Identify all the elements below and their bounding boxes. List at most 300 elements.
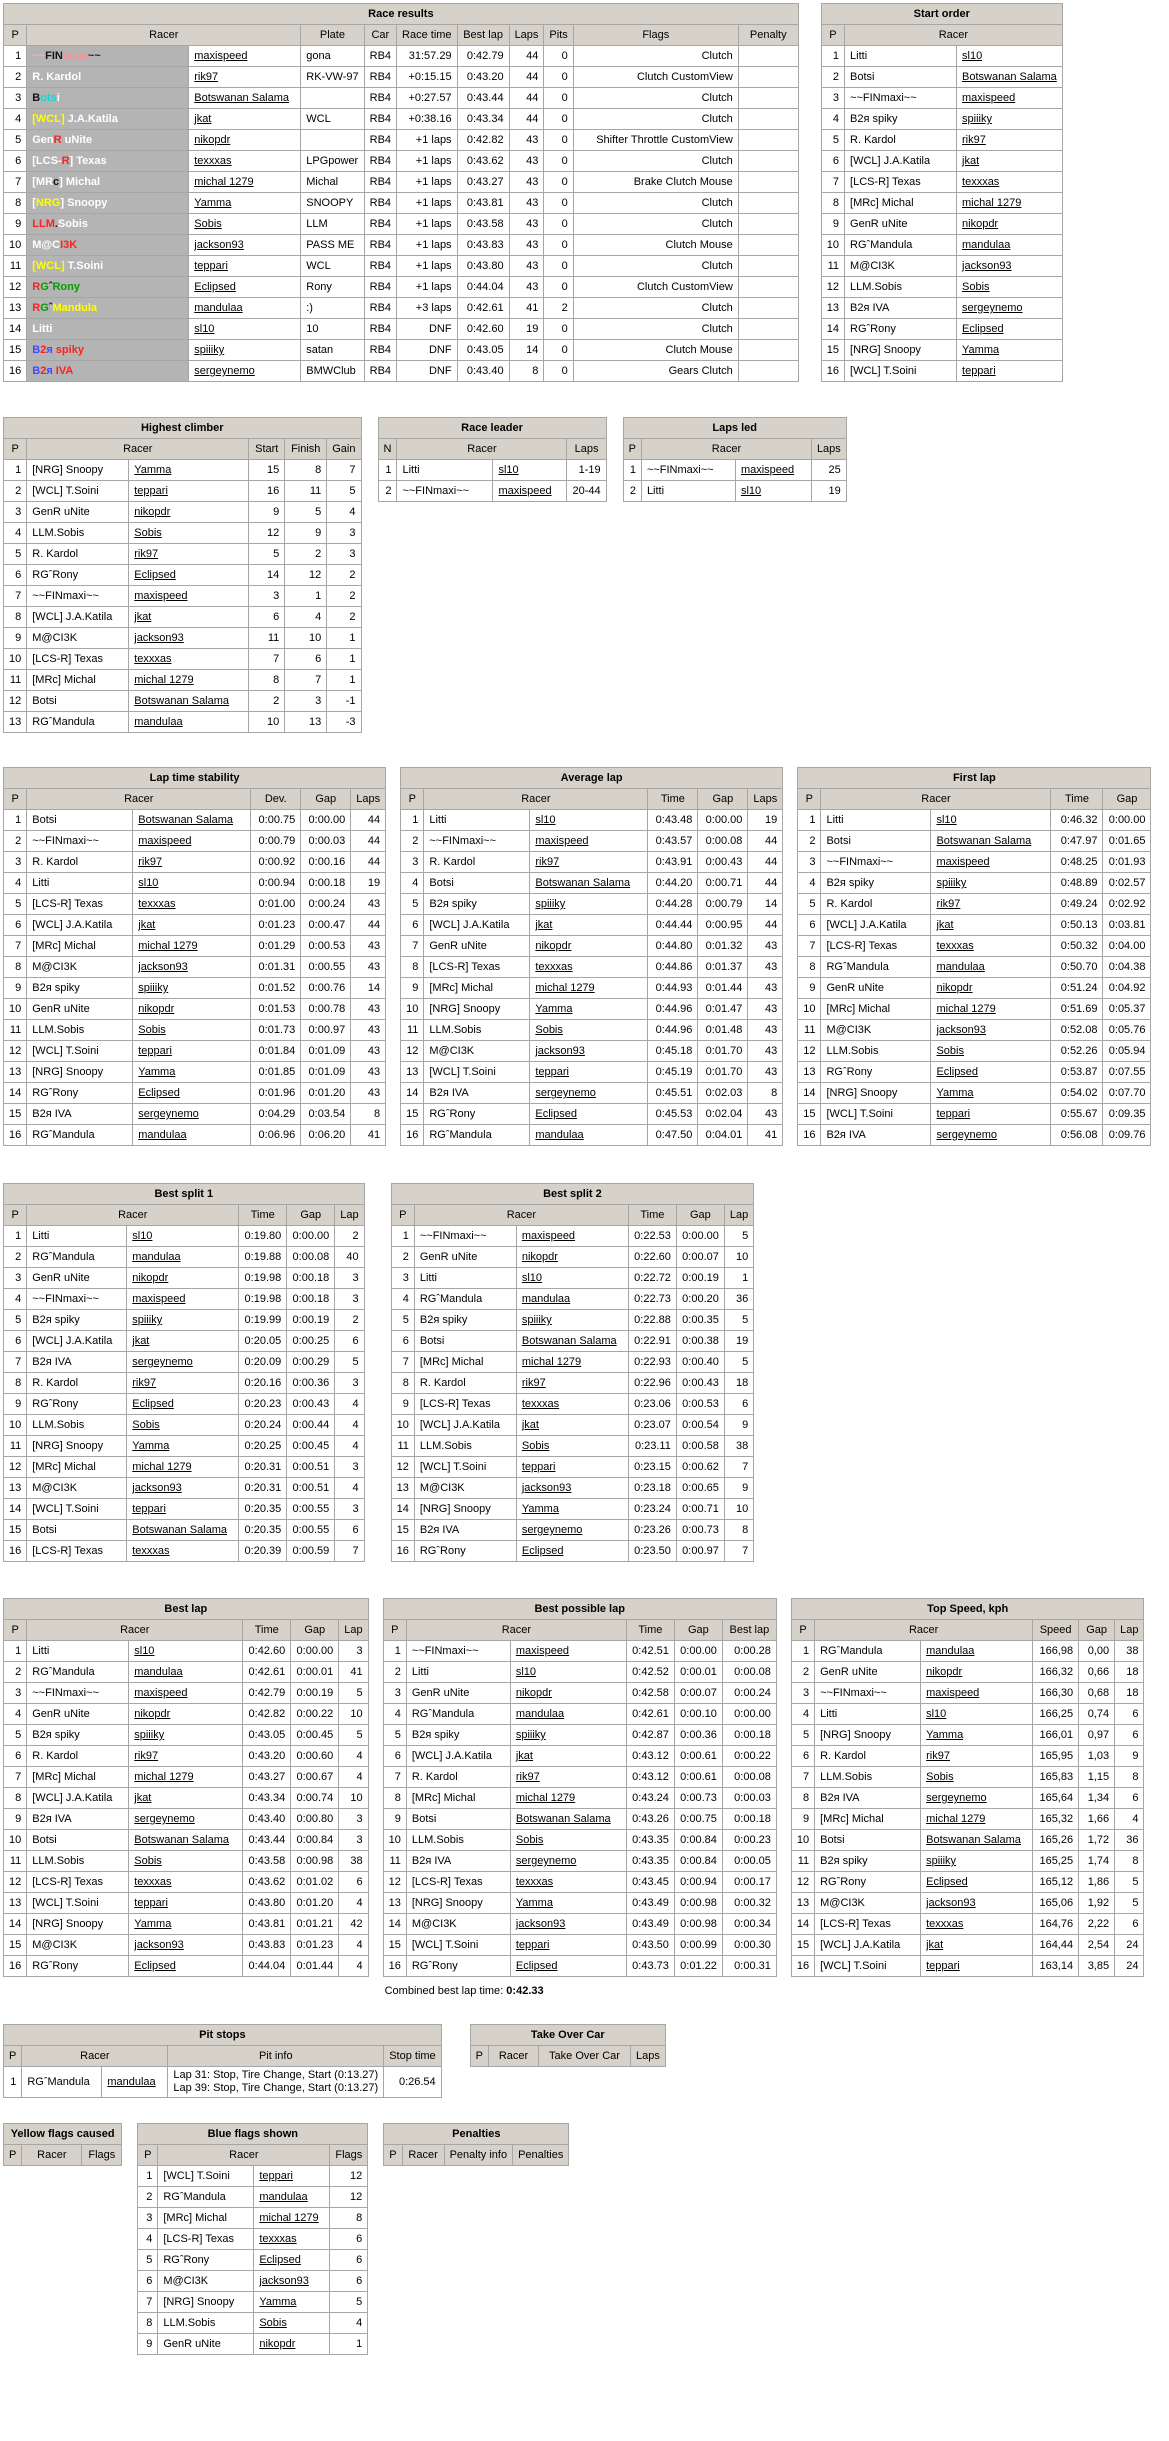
- racer-link[interactable]: spiiiky: [521, 1314, 552, 1326]
- table-cell: [738, 88, 798, 109]
- racer-link[interactable]: sergeynemo: [521, 1524, 583, 1536]
- racer-link[interactable]: nikopdr: [936, 982, 973, 994]
- table-row: [791, 1872, 1144, 1893]
- racer-link[interactable]: Eclipsed: [138, 1087, 180, 1099]
- racer-link[interactable]: Sobis: [962, 281, 990, 293]
- table-row: [4, 340, 799, 361]
- table-row: [4, 1872, 369, 1893]
- table-cell: 0:01.22: [674, 1956, 722, 1977]
- name-color-segment: .: [54, 218, 58, 230]
- racer-username-cell: [957, 151, 1063, 172]
- racer-link[interactable]: Yamma: [259, 2296, 297, 2308]
- racer-link[interactable]: maxispeed: [521, 1230, 576, 1242]
- table-cell: 5: [391, 1310, 414, 1331]
- racer-link[interactable]: jackson93: [936, 1024, 987, 1036]
- take-over-car: [470, 2024, 666, 2067]
- racer-link[interactable]: rik97: [515, 1771, 540, 1783]
- racer-link[interactable]: Sobis: [138, 1024, 166, 1036]
- highest-climber: [3, 417, 362, 733]
- race-leader-table: [378, 417, 607, 502]
- table-cell: 8: [383, 1788, 406, 1809]
- racer-link[interactable]: sl10: [498, 464, 519, 476]
- racer-link[interactable]: Eclipsed: [194, 281, 236, 293]
- table-row: [401, 831, 783, 852]
- table-cell: 2: [798, 831, 821, 852]
- racer-link[interactable]: michal 1279: [134, 1771, 194, 1783]
- racer-link[interactable]: michal 1279: [936, 1003, 996, 1015]
- table-cell: 8: [285, 460, 327, 481]
- table-cell: 0:07.70: [1103, 1083, 1151, 1104]
- racer-link[interactable]: Botswanan Salama: [535, 877, 631, 889]
- racer-link[interactable]: teppari: [962, 365, 996, 377]
- racer-link[interactable]: jackson93: [259, 2275, 309, 2287]
- racer-link[interactable]: Eclipsed: [132, 1398, 174, 1410]
- racer-link[interactable]: maxispeed: [740, 464, 795, 476]
- racer-link[interactable]: michal 1279: [521, 1356, 582, 1368]
- racer-link[interactable]: Botswanan Salama: [521, 1335, 617, 1347]
- racer-link[interactable]: Botswanan Salama: [962, 71, 1057, 83]
- racer-link[interactable]: Yamma: [515, 1897, 553, 1909]
- racer-username-cell: [127, 1226, 239, 1247]
- combined-best-lap-label: Combined best lap time:: [384, 1985, 504, 1997]
- racer-link[interactable]: Eclipsed: [259, 2254, 301, 2266]
- racer-link[interactable]: spiiiky: [194, 344, 225, 356]
- racer-link[interactable]: Yamma: [134, 1918, 172, 1930]
- racer-link[interactable]: nikopdr: [259, 2338, 296, 2350]
- racer-link[interactable]: nikopdr: [515, 1687, 552, 1699]
- table-cell: WCL: [301, 109, 364, 130]
- table-row: [401, 1020, 783, 1041]
- table-cell: 0:00.07: [674, 1683, 722, 1704]
- racer-link[interactable]: Yamma: [134, 464, 172, 476]
- racer-username-cell: [510, 1893, 626, 1914]
- racer-link[interactable]: mandulaa: [962, 239, 1011, 251]
- table-row: [4, 1746, 369, 1767]
- racer-link[interactable]: Sobis: [134, 527, 162, 539]
- racer-link[interactable]: maxispeed: [926, 1687, 980, 1699]
- racer-link[interactable]: Botswanan Salama: [936, 835, 1032, 847]
- table-row: [401, 873, 783, 894]
- racer-link[interactable]: teppari: [194, 260, 228, 272]
- table-cell: 0:43.35: [626, 1851, 674, 1872]
- racer-link[interactable]: mandulaa: [259, 2191, 308, 2203]
- table-cell: 5: [821, 130, 844, 151]
- racer-link[interactable]: sl10: [535, 814, 556, 826]
- racer-link[interactable]: sl10: [194, 323, 215, 335]
- racer-link[interactable]: spiiiky: [936, 877, 967, 889]
- table-cell: GenR uNite: [158, 2334, 254, 2355]
- racer-link[interactable]: nikopdr: [138, 1003, 175, 1015]
- racer-username-cell: [133, 894, 251, 915]
- racer-link[interactable]: maxispeed: [134, 1687, 188, 1699]
- racer-link[interactable]: maxispeed: [132, 1293, 186, 1305]
- table-cell: 9: [391, 1394, 414, 1415]
- racer-link[interactable]: rik97: [926, 1750, 950, 1762]
- table-row: [378, 460, 606, 481]
- racer-link[interactable]: Botswanan Salama: [138, 814, 234, 826]
- racer-link[interactable]: mandulaa: [515, 1708, 565, 1720]
- table-cell: 0:20.25: [239, 1436, 287, 1457]
- racer-colored-name: [27, 277, 189, 298]
- racer-link[interactable]: maxispeed: [498, 485, 552, 497]
- racer-link[interactable]: sergeynemo: [194, 365, 255, 377]
- table-cell: 41: [748, 1125, 783, 1146]
- racer-link[interactable]: jkat: [962, 155, 980, 167]
- racer-link[interactable]: Sobis: [515, 1834, 544, 1846]
- racer-link[interactable]: Sobis: [936, 1045, 964, 1057]
- racer-link[interactable]: Yamma: [962, 344, 1000, 356]
- racer-link[interactable]: maxispeed: [134, 590, 188, 602]
- racer-link[interactable]: mandulaa: [926, 1645, 975, 1657]
- racer-link[interactable]: jackson93: [134, 1939, 184, 1951]
- racer-link[interactable]: jkat: [194, 113, 212, 125]
- column-header: Laps: [567, 439, 606, 460]
- racer-link[interactable]: jackson93: [194, 239, 244, 251]
- racer-link[interactable]: Sobis: [194, 218, 222, 230]
- table-cell: B2ᴙ spiky: [845, 109, 957, 130]
- name-color-segment: i: [56, 92, 60, 104]
- racer-link[interactable]: Eclipsed: [515, 1960, 558, 1972]
- racer-link[interactable]: Sobis: [259, 2317, 287, 2329]
- racer-link[interactable]: michal 1279: [194, 176, 254, 188]
- racer-link[interactable]: mandulaa: [194, 302, 243, 314]
- table-cell: [WCL] T.Soini: [821, 1104, 931, 1125]
- racer-link[interactable]: maxispeed: [962, 92, 1016, 104]
- racer-link[interactable]: rik97: [138, 856, 163, 868]
- racer-link[interactable]: Sobis: [535, 1024, 563, 1036]
- racer-link[interactable]: mandulaa: [535, 1129, 584, 1141]
- table-cell: 0:00.61: [674, 1746, 722, 1767]
- table-cell: ~~FINmaxi~~: [27, 831, 133, 852]
- racer-link[interactable]: Yamma: [194, 197, 232, 209]
- racer-link[interactable]: Yamma: [138, 1066, 176, 1078]
- racer-link[interactable]: rik97: [134, 548, 159, 560]
- racer-link[interactable]: sl10: [138, 877, 159, 889]
- racer-link[interactable]: rik97: [194, 71, 219, 83]
- racer-link[interactable]: nikopdr: [134, 506, 171, 518]
- racer-link[interactable]: michal 1279: [535, 982, 595, 994]
- racer-username-cell: [189, 67, 301, 88]
- racer-link[interactable]: spiiiky: [132, 1314, 163, 1326]
- racer-link[interactable]: teppari: [936, 1108, 971, 1120]
- racer-link[interactable]: sl10: [740, 485, 762, 497]
- table-cell: 6: [383, 1746, 406, 1767]
- racer-link[interactable]: teppari: [535, 1066, 569, 1078]
- table-cell: LLM.Sobis: [821, 1041, 931, 1062]
- racer-link[interactable]: spiiiky: [535, 898, 566, 910]
- table-cell: ~~FINmaxi~~: [821, 852, 931, 873]
- racer-username-cell: [189, 172, 301, 193]
- racer-link[interactable]: nikopdr: [962, 218, 999, 230]
- racer-link[interactable]: mandulaa: [132, 1251, 181, 1263]
- table-cell: [738, 172, 798, 193]
- racer-link[interactable]: jkat: [926, 1939, 944, 1951]
- racer-link[interactable]: maxispeed: [194, 50, 248, 62]
- racer-link[interactable]: sergeynemo: [936, 1129, 998, 1141]
- racer-link[interactable]: Eclipsed: [962, 323, 1004, 335]
- table-cell: 38: [339, 1851, 368, 1872]
- table-cell: LLM: [301, 214, 364, 235]
- table-cell: 5: [383, 1725, 406, 1746]
- racer-link[interactable]: jkat: [521, 1419, 539, 1431]
- racer-link[interactable]: sergeynemo: [138, 1108, 199, 1120]
- racer-link[interactable]: texxxas: [936, 940, 974, 952]
- table-cell: Litti: [27, 1641, 129, 1662]
- racer-link[interactable]: texxxas: [521, 1398, 560, 1410]
- table-cell: 8: [4, 957, 27, 978]
- table-cell: RGˆRony: [424, 1104, 530, 1125]
- penalties-table: [383, 2123, 569, 2166]
- racer-link[interactable]: jkat: [138, 919, 156, 931]
- racer-link[interactable]: sl10: [962, 50, 983, 62]
- racer-link[interactable]: texxxas: [535, 961, 573, 973]
- racer-link[interactable]: teppari: [259, 2170, 293, 2182]
- racer-link[interactable]: rik97: [535, 856, 560, 868]
- table-cell: 1: [798, 810, 821, 831]
- racer-link[interactable]: nikopdr: [535, 940, 572, 952]
- racer-link[interactable]: spiiiky: [134, 1729, 165, 1741]
- racer-link[interactable]: jkat: [936, 919, 954, 931]
- column-header: Racer: [27, 1620, 243, 1641]
- racer-link[interactable]: sl10: [936, 814, 957, 826]
- table-cell: 0:00.55: [301, 957, 351, 978]
- table-cell: 0:00.22: [291, 1704, 339, 1725]
- racer-link[interactable]: michal 1279: [962, 197, 1022, 209]
- racer-link[interactable]: rik97: [936, 898, 961, 910]
- racer-link[interactable]: nikopdr: [132, 1272, 169, 1284]
- racer-link[interactable]: Yamma: [521, 1503, 559, 1515]
- racer-link[interactable]: sergeynemo: [926, 1792, 987, 1804]
- racer-link[interactable]: teppari: [515, 1939, 550, 1951]
- racer-link[interactable]: Yamma: [535, 1003, 573, 1015]
- racer-link[interactable]: sl10: [515, 1666, 537, 1678]
- table-cell: 0:23.07: [628, 1415, 676, 1436]
- table-cell: 0: [544, 130, 573, 151]
- table-cell: [NRG] Snoopy: [414, 1499, 516, 1520]
- table-cell: 0:00.00: [698, 810, 748, 831]
- racer-link[interactable]: sergeynemo: [535, 1087, 596, 1099]
- table-cell: 0:20.31: [239, 1478, 287, 1499]
- racer-link[interactable]: texxxas: [194, 155, 232, 167]
- racer-link[interactable]: Sobis: [132, 1419, 160, 1431]
- racer-link[interactable]: michal 1279: [926, 1813, 986, 1825]
- table-cell: +1 laps: [397, 151, 458, 172]
- table-cell: RB4: [364, 340, 396, 361]
- racer-link[interactable]: teppari: [132, 1503, 166, 1515]
- column-header: Racer: [27, 1205, 239, 1226]
- table-cell: 1: [724, 1268, 753, 1289]
- racer-link[interactable]: jackson93: [962, 260, 1012, 272]
- racer-link[interactable]: teppari: [134, 485, 168, 497]
- table-cell: 0:00.23: [722, 1830, 776, 1851]
- racer-link[interactable]: rik97: [521, 1377, 546, 1389]
- racer-link[interactable]: Eclipsed: [521, 1545, 564, 1557]
- racer-link[interactable]: texxxas: [926, 1918, 964, 1930]
- racer-link[interactable]: Botswanan Salama: [926, 1834, 1021, 1846]
- racer-link[interactable]: sl10: [134, 1645, 155, 1657]
- racer-link[interactable]: Botswanan Salama: [515, 1813, 611, 1825]
- racer-link[interactable]: Sobis: [134, 1855, 162, 1867]
- racer-link[interactable]: sl10: [132, 1230, 153, 1242]
- racer-link[interactable]: sl10: [926, 1708, 947, 1720]
- racer-link[interactable]: rik97: [132, 1377, 157, 1389]
- racer-link[interactable]: nikopdr: [134, 1708, 171, 1720]
- racer-link[interactable]: Botswanan Salama: [194, 92, 290, 104]
- racer-link[interactable]: spiiiky: [138, 982, 169, 994]
- racer-link[interactable]: Eclipsed: [134, 569, 176, 581]
- table-cell: M@CI3K: [27, 1478, 127, 1499]
- column-header: Gain: [327, 439, 361, 460]
- table-cell: 0:00.20: [676, 1289, 724, 1310]
- table-row: [821, 88, 1062, 109]
- racer-link[interactable]: Sobis: [926, 1771, 954, 1783]
- racer-link[interactable]: spiiiky: [926, 1855, 957, 1867]
- racer-username-cell: [921, 1914, 1033, 1935]
- table-cell: 19: [724, 1331, 753, 1352]
- racer-link[interactable]: spiiiky: [515, 1729, 546, 1741]
- racer-link[interactable]: rik97: [134, 1750, 159, 1762]
- racer-link[interactable]: mandulaa: [521, 1293, 571, 1305]
- table-cell: 43: [509, 172, 544, 193]
- racer-link[interactable]: maxispeed: [535, 835, 589, 847]
- racer-link[interactable]: teppari: [521, 1461, 556, 1473]
- racer-link[interactable]: michal 1279: [138, 940, 198, 952]
- racer-link[interactable]: Yamma: [936, 1087, 974, 1099]
- table-cell: 6: [4, 915, 27, 936]
- table-cell: 6: [821, 151, 844, 172]
- racer-link[interactable]: texxxas: [138, 898, 176, 910]
- racer-link[interactable]: jackson93: [134, 632, 184, 644]
- racer-link[interactable]: teppari: [926, 1960, 960, 1972]
- racer-link[interactable]: nikopdr: [194, 134, 231, 146]
- table-cell: 10: [249, 712, 285, 733]
- table-cell: 4: [330, 2313, 368, 2334]
- racer-link[interactable]: maxispeed: [936, 856, 990, 868]
- racer-link[interactable]: sergeynemo: [132, 1356, 193, 1368]
- column-header: Racer: [424, 789, 648, 810]
- racer-link[interactable]: jkat: [134, 1792, 152, 1804]
- table-cell: 0:06.20: [301, 1125, 351, 1146]
- racer-link[interactable]: sergeynemo: [134, 1813, 195, 1825]
- racer-link[interactable]: texxxas: [134, 653, 172, 665]
- name-color-segment: ~~: [87, 50, 101, 62]
- racer-link[interactable]: michal 1279: [132, 1461, 192, 1473]
- racer-link[interactable]: jackson93: [521, 1482, 572, 1494]
- racer-link[interactable]: jackson93: [138, 961, 188, 973]
- racer-link[interactable]: texxxas: [134, 1876, 172, 1888]
- racer-link[interactable]: Eclipsed: [134, 1960, 176, 1972]
- table-cell: 7: [391, 1352, 414, 1373]
- racer-link[interactable]: jkat: [132, 1335, 150, 1347]
- racer-link[interactable]: sergeynemo: [515, 1855, 577, 1867]
- table-cell: 2: [335, 1226, 364, 1247]
- racer-link[interactable]: Botswanan Salama: [132, 1524, 228, 1536]
- racer-link[interactable]: maxispeed: [138, 835, 192, 847]
- racer-link[interactable]: mandulaa: [107, 2076, 156, 2088]
- racer-link[interactable]: mandulaa: [134, 716, 183, 728]
- table-cell: 16: [4, 361, 27, 382]
- racer-username-cell: [931, 957, 1051, 978]
- racer-link[interactable]: Botswanan Salama: [134, 695, 230, 707]
- racer-link[interactable]: teppari: [138, 1045, 172, 1057]
- racer-link[interactable]: Yamma: [926, 1729, 964, 1741]
- racer-link[interactable]: spiiiky: [962, 113, 992, 125]
- racer-link[interactable]: jackson93: [926, 1897, 976, 1909]
- table-cell: Clutch: [573, 109, 738, 130]
- racer-link[interactable]: jackson93: [535, 1045, 585, 1057]
- racer-link[interactable]: michal 1279: [134, 674, 194, 686]
- racer-link[interactable]: mandulaa: [936, 961, 985, 973]
- pit-info-cell: Lap 31: Stop, Tire Change, Start (0:13.27) Lap 39: Stop, Tire Change, Start (0:13.27): [168, 2067, 384, 2098]
- table-cell: 0:45.53: [648, 1104, 698, 1125]
- table-cell: [738, 46, 798, 67]
- table-cell: 0:00.22: [722, 1746, 776, 1767]
- table-cell: 7: [285, 670, 327, 691]
- racer-link[interactable]: sl10: [521, 1272, 543, 1284]
- racer-link[interactable]: mandulaa: [138, 1129, 187, 1141]
- racer-link[interactable]: mandulaa: [134, 1666, 183, 1678]
- table-row: [4, 523, 362, 544]
- table-cell: 0:43.12: [626, 1746, 674, 1767]
- racer-link[interactable]: rik97: [962, 134, 986, 146]
- table-cell: B2ᴙ spiky: [27, 978, 133, 999]
- name-color-segment: [MR: [32, 176, 54, 188]
- racer-link[interactable]: jkat: [515, 1750, 533, 1762]
- table-cell: 0: [544, 109, 573, 130]
- racer-link[interactable]: jkat: [535, 919, 553, 931]
- column-header: Speed: [1033, 1620, 1079, 1641]
- racer-link[interactable]: jkat: [134, 611, 152, 623]
- racer-username-cell: [931, 810, 1051, 831]
- racer-link[interactable]: teppari: [134, 1897, 168, 1909]
- racer-link[interactable]: maxispeed: [515, 1645, 570, 1657]
- table-cell: +1 laps: [397, 235, 458, 256]
- racer-username-cell: [510, 1809, 626, 1830]
- racer-link[interactable]: michal 1279: [515, 1792, 576, 1804]
- table-cell: 0:43.48: [648, 810, 698, 831]
- racer-link[interactable]: sergeynemo: [962, 302, 1023, 314]
- racer-link[interactable]: texxxas: [259, 2233, 297, 2245]
- racer-username-cell: [516, 1310, 628, 1331]
- racer-link[interactable]: jackson93: [132, 1482, 182, 1494]
- racer-link[interactable]: texxxas: [515, 1876, 554, 1888]
- racer-link[interactable]: michal 1279: [259, 2212, 319, 2224]
- table-cell: 0:04.29: [251, 1104, 301, 1125]
- table-cell: [WCL] J.A.Katila: [414, 1415, 516, 1436]
- table-cell: 7: [335, 1541, 364, 1562]
- racer-link[interactable]: Yamma: [132, 1440, 170, 1452]
- table-row: [391, 1310, 754, 1331]
- racer-link[interactable]: Sobis: [521, 1440, 550, 1452]
- racer-link[interactable]: nikopdr: [521, 1251, 558, 1263]
- racer-link[interactable]: jackson93: [515, 1918, 566, 1930]
- racer-link[interactable]: Eclipsed: [936, 1066, 979, 1078]
- table-cell: B2ᴙ IVA: [27, 1809, 129, 1830]
- racer-link[interactable]: texxxas: [962, 176, 1000, 188]
- table-cell: 164,76: [1033, 1914, 1079, 1935]
- table-cell: 4: [4, 873, 27, 894]
- racer-link[interactable]: Eclipsed: [535, 1108, 577, 1120]
- name-color-segment: NRG: [35, 197, 61, 209]
- racer-link[interactable]: texxxas: [132, 1545, 170, 1557]
- racer-link[interactable]: Botswanan Salama: [134, 1834, 230, 1846]
- table-row: [138, 2250, 368, 2271]
- table-cell: 0:01.02: [291, 1872, 339, 1893]
- column-header: Laps: [811, 439, 846, 460]
- racer-username-cell: [133, 978, 251, 999]
- racer-link[interactable]: Eclipsed: [926, 1876, 968, 1888]
- racer-link[interactable]: nikopdr: [926, 1666, 963, 1678]
